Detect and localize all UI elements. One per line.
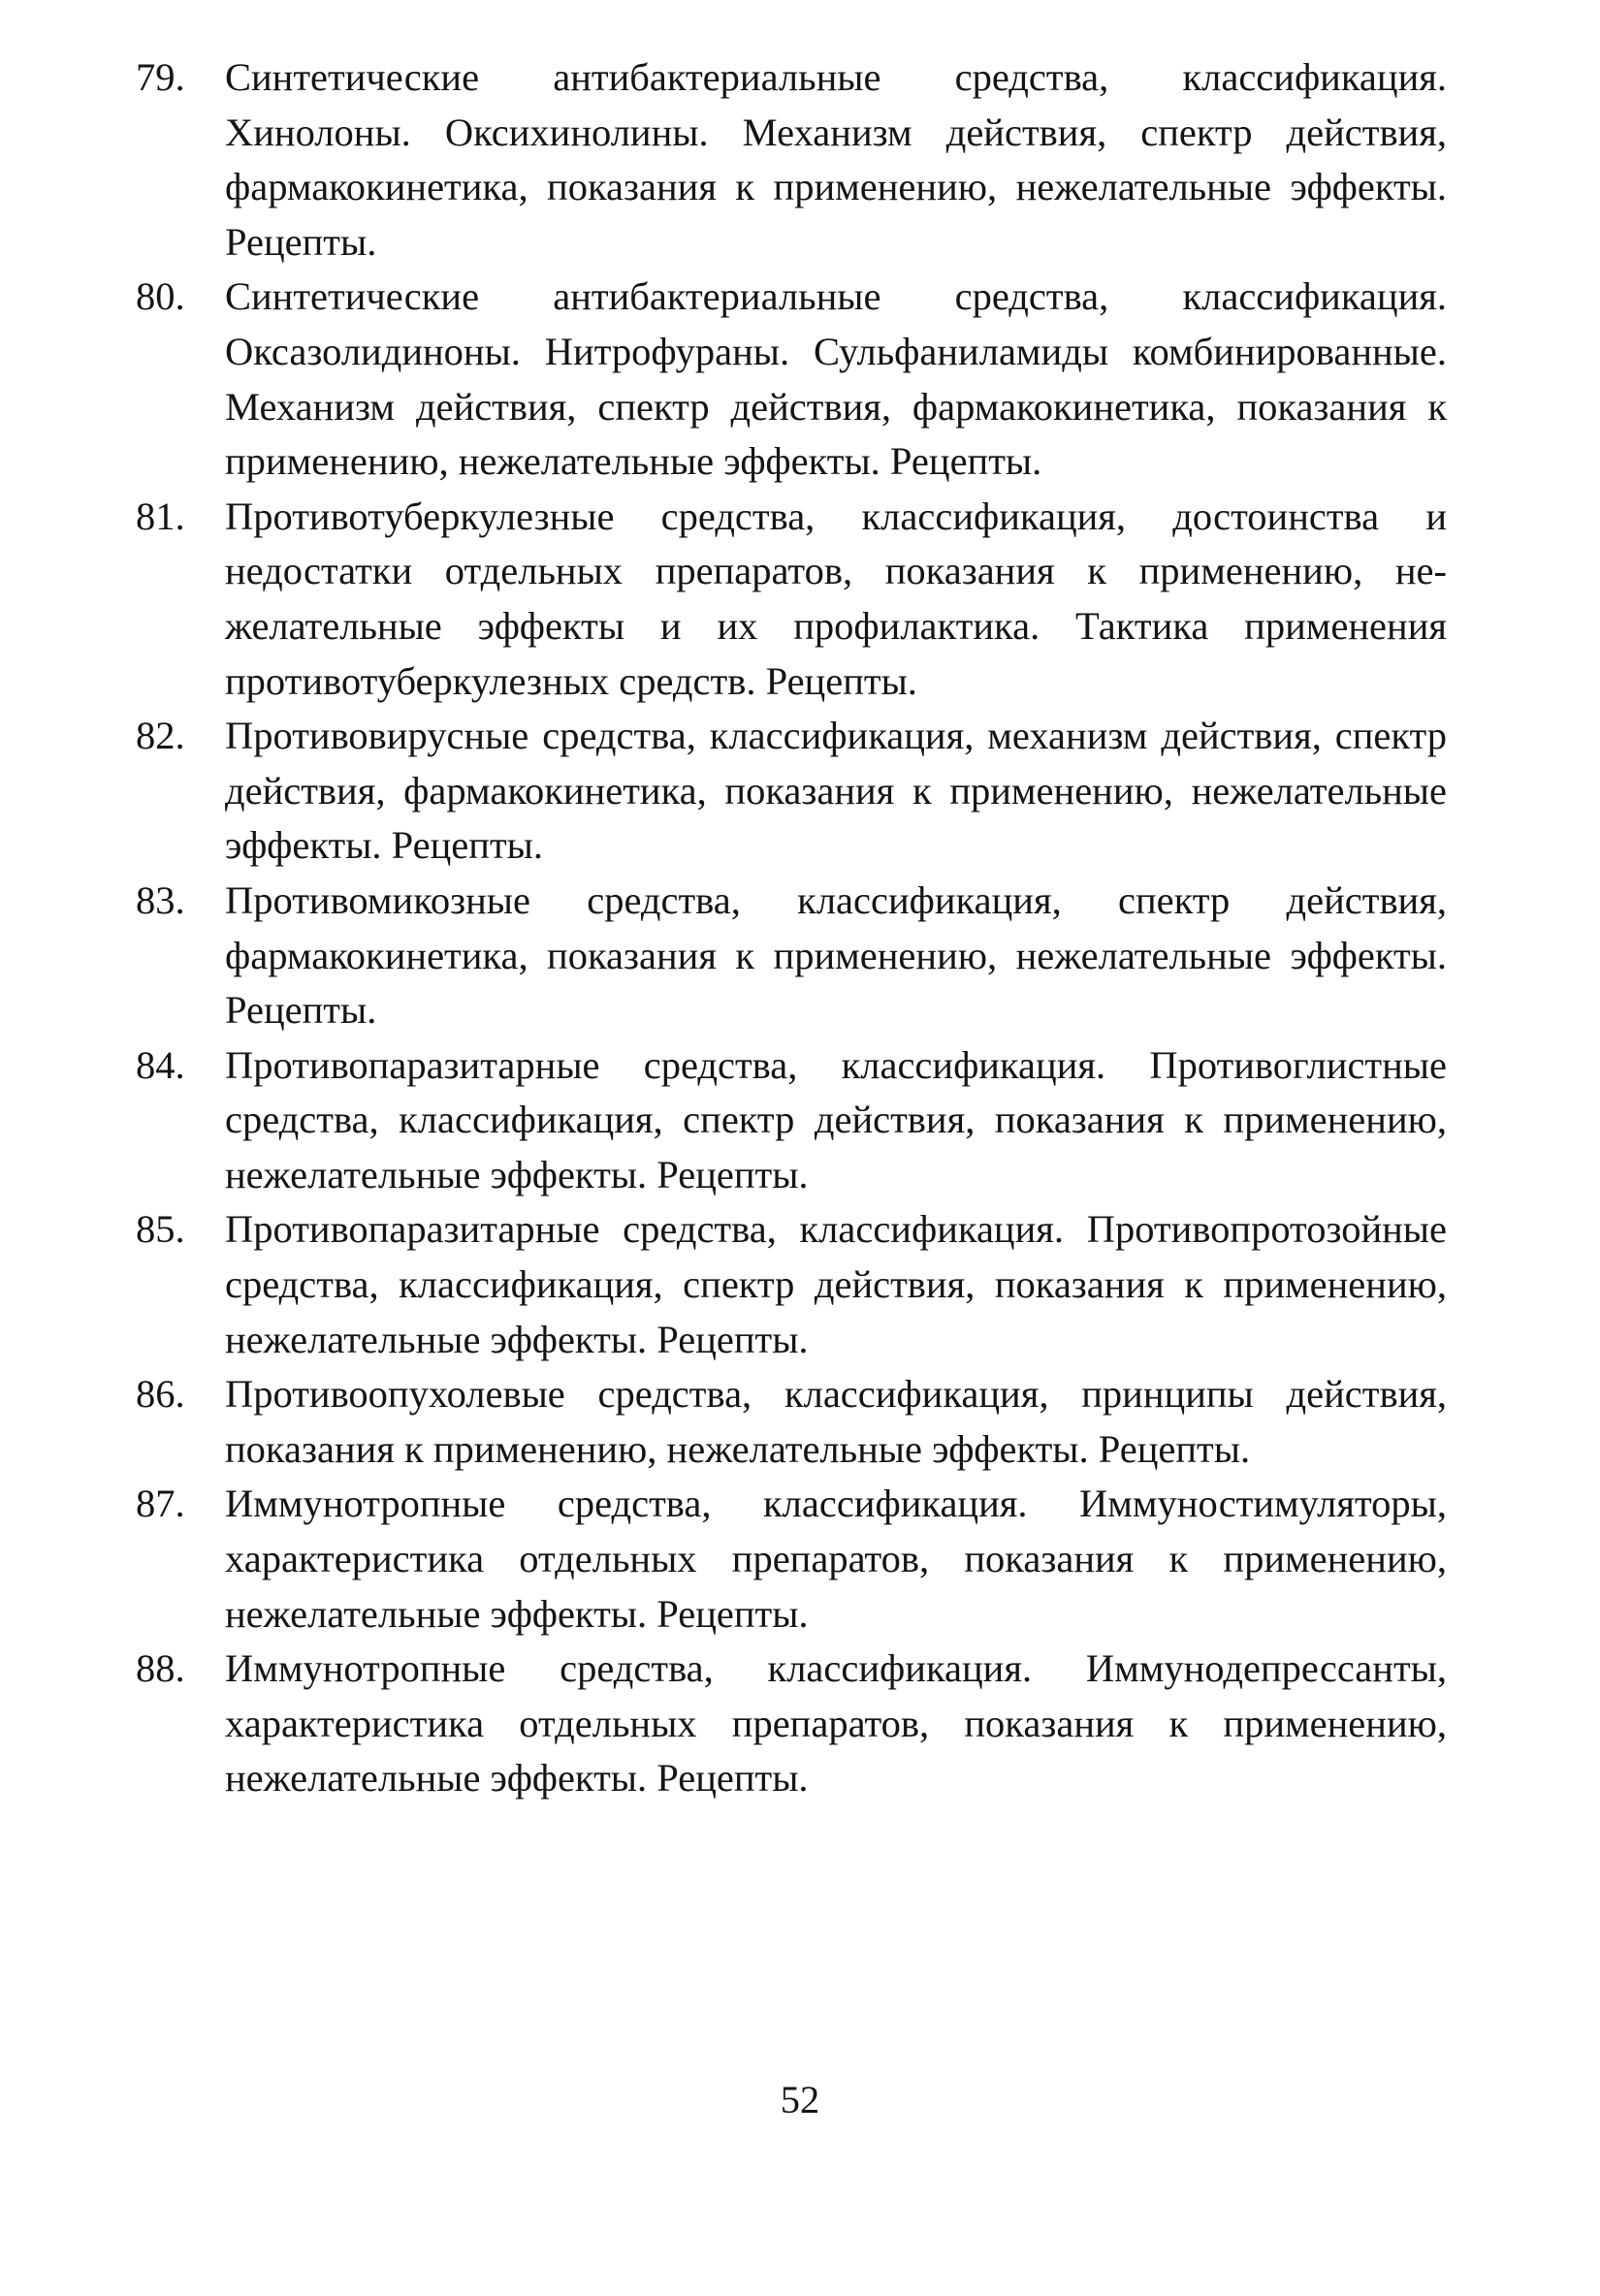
question-text: Противомикозные средства, классификация, спектр действия, фармакокинетика, показания к применению, нежелательные эффекты. Рецепты. xyxy=(225,877,1447,1033)
question-number: 79. xyxy=(136,55,185,99)
question-number: 84. xyxy=(136,1042,185,1087)
question-number: 85. xyxy=(136,1207,185,1252)
question-item-84 xyxy=(136,1038,1447,1203)
question-item-85 xyxy=(136,1202,1447,1367)
question-number: 86. xyxy=(136,1372,185,1417)
question-text: Противовирусные средства, классификация, механизм действия, спектр действия, фармакокинетика, показания к применению, нежелательные эффекты. Рецепты. xyxy=(225,714,1447,868)
question-item-81 xyxy=(136,490,1447,709)
question-item-79 xyxy=(136,50,1447,270)
exam-question-list xyxy=(136,50,1447,1806)
question-number: 88. xyxy=(136,1646,185,1691)
question-item-88 xyxy=(136,1642,1447,1806)
question-text: Противоопухолевые средства, классификация, принципы действия, показания к применению, нежелательные эффекты. Рецепты. xyxy=(225,1372,1447,1471)
question-number: 83. xyxy=(136,877,185,922)
question-text: Синтетические антибактериальные средства, классификация. Хинолоны. Оксихинолины. Механизм действия, спектр действия, фармакокинетика, показания к применению, нежелательные эффекты. Рецепты. xyxy=(225,55,1447,264)
question-item-87 xyxy=(136,1477,1447,1642)
question-item-80 xyxy=(136,270,1447,489)
question-number: 81. xyxy=(136,494,185,538)
question-number: 80. xyxy=(136,274,185,319)
question-item-82 xyxy=(136,709,1447,874)
question-text: Противопаразитарные средства, классификация. Противопротозойные средства, классификация, спектр действия, показания к применению, нежелательные эффекты. Рецепты. xyxy=(225,1207,1447,1361)
question-item-83 xyxy=(136,874,1447,1038)
question-text: Иммунотропные средства, классификация. Иммуностимуляторы, характеристика отдельных препаратов, показания к применению, нежелательные эффекты. Рецепты. xyxy=(225,1482,1447,1636)
question-text: Синтетические антибактериальные средства, классификация. Оксазолидиноны. Нитрофураны. Сульфаниламиды комбинированные. Механизм действия, спектр действия, фармакокинетика, показания к применению, нежелательные эффекты. Рецепты. xyxy=(225,274,1447,484)
page-number: 52 xyxy=(780,2078,820,2121)
question-text: Иммунотропные средства, классификация. Иммунодепрессанты, характеристика отдельных препаратов, показания к применению, нежелательные эффекты. Рецепты. xyxy=(225,1646,1447,1801)
question-text: Противопаразитарные средства, классификация. Противоглистные средства, классификация, спектр действия, показания к применению, нежелательные эффекты. Рецепты. xyxy=(225,1042,1447,1196)
question-number: 82. xyxy=(136,714,185,758)
question-item-86 xyxy=(136,1367,1447,1477)
question-number: 87. xyxy=(136,1482,185,1526)
question-text: Противотуберкулезные средства, классификация, достоинства и недостатки отдельных препаратов, показания к применению, нежелательные эффекты и их профилактика. Тактика применения противотуберкулезных средств. Рецепты. xyxy=(225,494,1447,703)
